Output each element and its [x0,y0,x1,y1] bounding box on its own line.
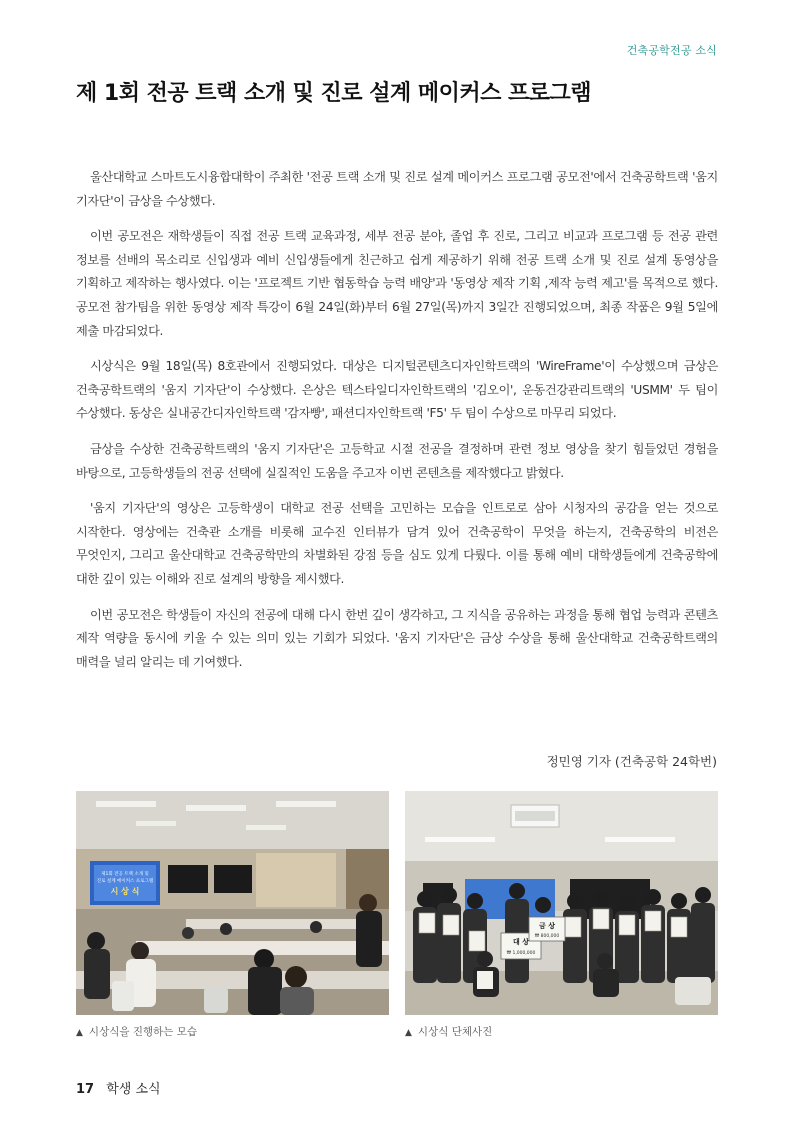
triangle-up-icon: ▲ [76,1028,83,1038]
gold-prize-board: 금 상 [539,922,555,930]
page-footer [76,1078,161,1097]
article-title: 제 1회 전공 트랙 소개 및 진로 설계 메이커스 프로그램 [76,81,592,106]
triangle-up-icon: ▲ [405,1028,412,1038]
caption-left [76,1024,197,1039]
paragraph-5: '움지 기자단'의 영상은 고등학생이 대학교 전공 선택을 고민하는 모습을 인트로로 삼아 시청자의 공감을 얻는 것으로 시작한다. 영상에는 건축관 소개를 비롯해 교수진 인터뷰가 담겨 있어 건축공학이 무엇을 하는지, 건축공학의 비전은 무엇인지, 그리고 울산대학교 건축공학만의 차별화된 강점 등을 심도 있게 다뤘다. 이를 통해 예비 대학생들에게 건축공학에 대한 깊이 있는 이해와 진로 설계의 방향을 제시했다. [76,501,718,586]
screen-text-line3: 시 상 식 [110,887,140,896]
caption-left-text: 시상식을 진행하는 모습 [88,1026,198,1038]
gold-prize-amount: ₩ 800,000 [534,934,560,939]
paragraph-1: 울산대학교 스마트도시융합대학이 주최한 '전공 트랙 소개 및 진로 설계 메이커스 프로그램 공모전'에서 건축공학트랙 '움지 기자단'이 금상을 수상했다. [76,170,718,208]
page-number: 17 [76,1082,95,1097]
article-body [76,166,718,686]
caption-right [405,1024,492,1039]
grand-prize-board: 대 상 [513,938,529,946]
screen-text-line2: 진로 설계 메이커스 프로그램 [96,879,154,884]
grand-prize-amount: ₩ 1,000,000 [506,951,536,956]
byline: 정민영 기자 (건축공학 24학번) [546,754,717,769]
paragraph-6: 이번 공모전은 학생들이 자신의 전공에 대해 다시 한번 깊이 생각하고, 그 지식을 공유하는 과정을 통해 협업 능력과 콘텐츠 제작 역량을 동시에 키울 수 있는 의미 있는 기회가 되었다. '움지 기자단'은 금상 수상을 통해 울산대학교 건축공학트랙의 매력을 널리 알리는 데 기여했다. [76,607,718,669]
ceremony-photo [76,791,389,1015]
screen-text-line1: 제1회 전공 트랙 소개 및 [101,872,149,877]
footer-section: 학생 소식 [106,1082,161,1097]
paragraph-2: 이번 공모전은 재학생들이 직접 전공 트랙 교육과정, 세부 전공 분야, 졸업 후 진로, 그리고 비교과 프로그램 등 전공 관련 정보를 선배의 목소리로 신입생과 예비 신입생들에게 친근하고 쉽게 제공하기 위해 전공 트랙 소개 및 진로 설계 동영상을 기획하고 제작하는 행사였다. 이는 '프로젝트 기반 협동학습 능력 배양'과 '동영상 제작 기획 ,제작 능력 제고'를 목적으로 했다. 공모전 참가팀을 위한 동영상 제작 특강이 6월 24일(화)부터 6월 27일(목)까지 3일간 진행되었으며, 최종 작품은 9월 5일에 제출 마감되었다. [76,229,718,338]
section-label: 건축공학전공 소식 [626,44,717,57]
paragraph-3: 시상식은 9월 18일(목) 8호관에서 진행되었다. 대상은 디지털콘텐츠디자인학트랙의 'WireFrame'이 수상했으며 금상은 건축공학트랙의 '움지 기자단'이 수상했다. 은상은 텍스타일디자인학트랙의 '김오이', 운동건강관리트랙의 'USMM' 두 팀이 수상했다. 동상은 실내공간디자인학트랙 '감자빵', 패션디자인학트랙 'F5' 두 팀이 수상으로 마무리 되었다. [76,359,718,421]
group-photo [405,791,718,1015]
paragraph-4: 금상을 수상한 건축공학트랙의 '움지 기자단'은 고등학교 시절 전공을 결정하며 관련 정보 영상을 찾기 힘들었던 경험을 바탕으로, 고등학생들의 전공 선택에 실질적인 도움을 주고자 이번 콘텐츠를 제작했다고 밝혔다. [76,441,718,480]
caption-right-text: 시상식 단체사진 [417,1026,493,1038]
